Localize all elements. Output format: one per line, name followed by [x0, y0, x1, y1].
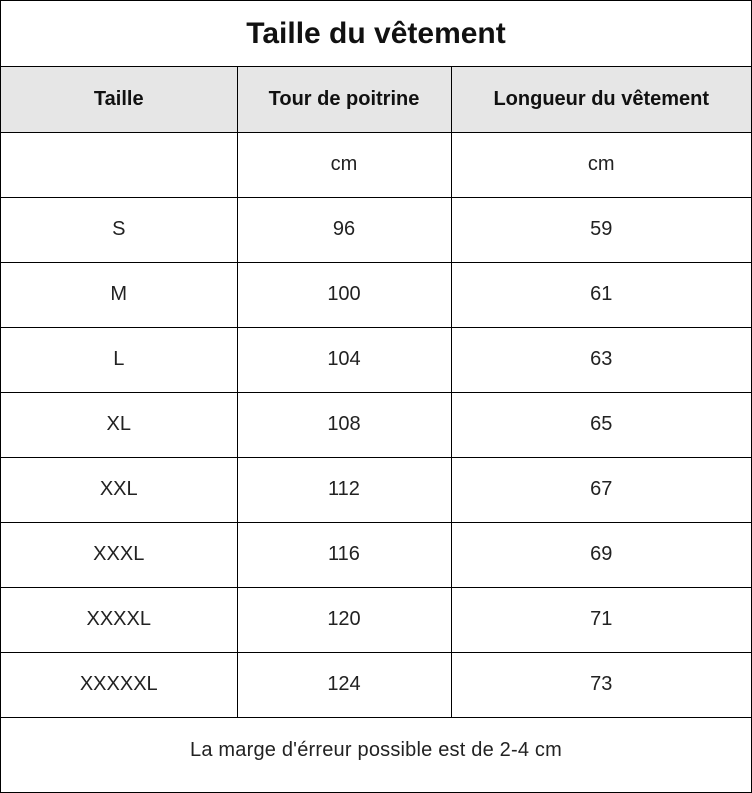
chest-cell: 108	[237, 392, 451, 457]
length-cell: 63	[451, 327, 751, 392]
chest-cell: 116	[237, 522, 451, 587]
unit-length: cm	[451, 132, 751, 197]
length-cell: 59	[451, 197, 751, 262]
size-cell: M	[1, 262, 237, 327]
header-size: Taille	[1, 67, 237, 132]
table-row	[1, 587, 751, 652]
size-cell: XL	[1, 392, 237, 457]
chest-cell: 124	[237, 652, 451, 717]
unit-size	[1, 132, 237, 197]
chest-cell: 100	[237, 262, 451, 327]
chest-cell: 104	[237, 327, 451, 392]
unit-chest: cm	[237, 132, 451, 197]
units-row	[1, 132, 751, 197]
size-cell: XXXL	[1, 522, 237, 587]
table-row	[1, 522, 751, 587]
size-cell: L	[1, 327, 237, 392]
length-cell: 69	[451, 522, 751, 587]
header-chest: Tour de poitrine	[237, 67, 451, 132]
chart-title: Taille du vêtement	[1, 1, 751, 67]
length-cell: 71	[451, 587, 751, 652]
size-cell: XXXXL	[1, 587, 237, 652]
length-cell: 61	[451, 262, 751, 327]
table-row	[1, 457, 751, 522]
length-cell: 67	[451, 457, 751, 522]
size-cell: XXXXXL	[1, 652, 237, 717]
tolerance-note: La marge d'érreur possible est de 2-4 cm	[190, 738, 562, 761]
header-row	[1, 67, 751, 132]
size-table	[1, 67, 751, 718]
size-cell: XXL	[1, 457, 237, 522]
table-row	[1, 197, 751, 262]
table-row	[1, 392, 751, 457]
chest-cell: 120	[237, 587, 451, 652]
header-length: Longueur du vêtement	[451, 67, 751, 132]
table-row	[1, 652, 751, 717]
size-cell: S	[1, 197, 237, 262]
chest-cell: 112	[237, 457, 451, 522]
table-row	[1, 327, 751, 392]
table-row	[1, 262, 751, 327]
length-cell: 65	[451, 392, 751, 457]
length-cell: 73	[451, 652, 751, 717]
chest-cell: 96	[237, 197, 451, 262]
